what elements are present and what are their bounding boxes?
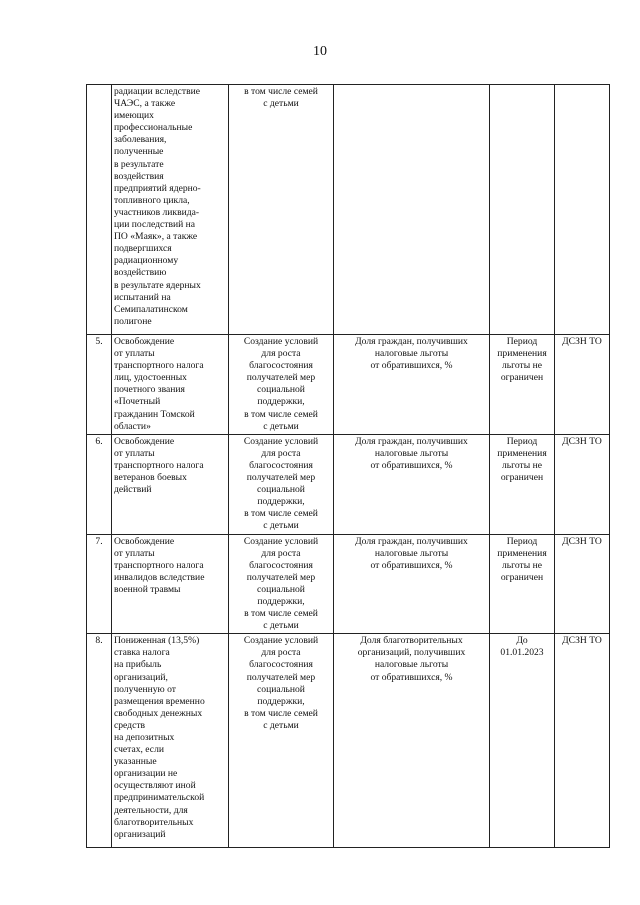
table-row (87, 634, 610, 848)
row-number (87, 85, 112, 335)
table-row (87, 434, 610, 534)
table-row (87, 335, 610, 435)
indicator-cell: Доля благотворительных организаций, получивших налоговые льготы от обратившихся, % (334, 634, 490, 848)
goal-cell: Создание условий для роста благосостояния получателей мер социальной поддержки, в том числе семей с детьми (229, 434, 334, 534)
page-number: 10 (313, 44, 327, 59)
measure-cell: Освобождение от уплаты транспортного налога лиц, удостоенных почетного звания «Почетный гражданин Томской области» (112, 335, 229, 435)
indicator-cell: Доля граждан, получивших налоговые льготы от обратившихся, % (334, 434, 490, 534)
executor-cell: ДСЗН ТО (555, 434, 610, 534)
row-number: 7. (87, 534, 112, 634)
table-row (87, 534, 610, 634)
period-cell: Период применения льготы не ограничен (490, 335, 555, 435)
period-cell: До 01.01.2023 (490, 634, 555, 848)
measures-table (86, 84, 610, 848)
row-number: 5. (87, 335, 112, 435)
indicator-cell: Доля граждан, получивших налоговые льготы от обратившихся, % (334, 534, 490, 634)
row-number: 6. (87, 434, 112, 534)
period-cell: Период применения льготы не ограничен (490, 534, 555, 634)
indicator-cell (334, 85, 490, 335)
period-cell (490, 85, 555, 335)
measure-cell: Освобождение от уплаты транспортного налога ветеранов боевых действий (112, 434, 229, 534)
table-row (87, 85, 610, 335)
goal-cell: Создание условий для роста благосостояния получателей мер социальной поддержки, в том числе семей с детьми (229, 534, 334, 634)
measure-cell: радиации вследствие ЧАЭС, а также имеющих профессиональные заболевания, полученные в результате воздействия предприятий ядерно- топливного цикла, участников ликвида- ции последствий на ПО «Маяк», а также подвергшихся радиационному воздействию в результате ядерных испытаний на Семипалатинском полигоне (112, 85, 229, 335)
executor-cell: ДСЗН ТО (555, 335, 610, 435)
goal-cell: Создание условий для роста благосостояния получателей мер социальной поддержки, в том числе семей с детьми (229, 335, 334, 435)
measure-cell: Освобождение от уплаты транспортного налога инвалидов вследствие военной травмы (112, 534, 229, 634)
indicator-cell: Доля граждан, получивших налоговые льготы от обратившихся, % (334, 335, 490, 435)
executor-cell: ДСЗН ТО (555, 534, 610, 634)
period-cell: Период применения льготы не ограничен (490, 434, 555, 534)
executor-cell (555, 85, 610, 335)
goal-cell: Создание условий для роста благосостояния получателей мер социальной поддержки, в том числе семей с детьми (229, 634, 334, 848)
row-number: 8. (87, 634, 112, 848)
measure-cell: Пониженная (13,5%) ставка налога на прибыль организаций, полученную от размещения временно свободных денежных средств на депозитных счетах, если указанные организации не осуществляют иной предпринимательской деятельности, для благотворительных организаций (112, 634, 229, 848)
executor-cell: ДСЗН ТО (555, 634, 610, 848)
goal-cell: в том числе семей с детьми (229, 85, 334, 335)
